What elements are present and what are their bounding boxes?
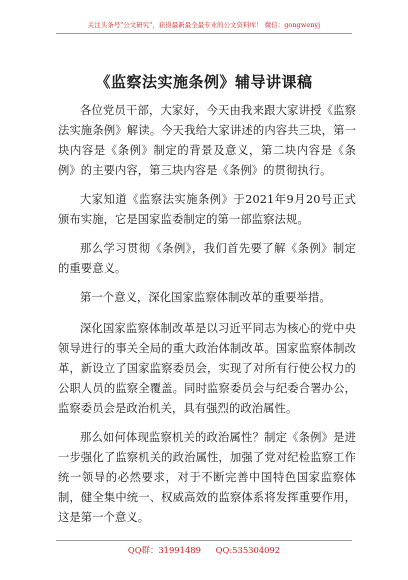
paragraph-5: 深化国家监察体制改革是以习近平同志为核心的党中央领导进行的事关全局的重大政治体制改革。国家监察体制改革，新设立了国家监察委员会，实现了对所有行使公权力的公职人员的监察全覆盖。同时监察委员会与纪委合署办公，监察委员会是政治机关，具有强烈的政治属性。 bbox=[58, 322, 356, 415]
footer-contact bbox=[0, 544, 408, 556]
header-promo-note: 关注头条号"公文研究"，获得最新最全最专业的公文资料库！ 微信：gongwenyj bbox=[87, 21, 321, 29]
paragraph-1: 各位党员干部，大家好，今天由我来跟大家讲授《监察法实施条例》解读。今天我给大家讲述的内容共三块，第一块内容是《条例》制定的背景及意义，第二块内容是《条例》的主要内容，第三块内容是《条例》的贯彻执行。 bbox=[58, 104, 356, 177]
paragraph-3: 那么学习贯彻《条例》，我们首先要了解《条例》制定的重要意义。 bbox=[58, 242, 356, 275]
document-body bbox=[58, 101, 356, 537]
document-title: 《监察法实施条例》辅导讲课稿 bbox=[95, 73, 313, 91]
footer-qq: QQ:535304092 bbox=[215, 545, 281, 555]
paragraph-6: 那么如何体现监察机关的政治属性？制定《条例》是进一步强化了监察机关的政治属性，加强了党对纪检监察工作统一领导的必然要求，对于不断完善中国特色国家监察体制，健全集中统一、权威高效的监察体系将发挥重要作用，这是第一个意义。 bbox=[58, 431, 356, 524]
footer-qq-group: QQ群：31991489 bbox=[127, 545, 201, 555]
paragraph-2: 大家知道《监察法实施条例》于2021年9月20号正式颁布实施，它是国家监委制定的第一部监察法规。 bbox=[58, 193, 356, 226]
footer-divider bbox=[56, 540, 352, 541]
header-divider bbox=[56, 33, 352, 34]
paragraph-4: 第一个意义，深化国家监察体制改革的重要举措。 bbox=[80, 291, 331, 304]
